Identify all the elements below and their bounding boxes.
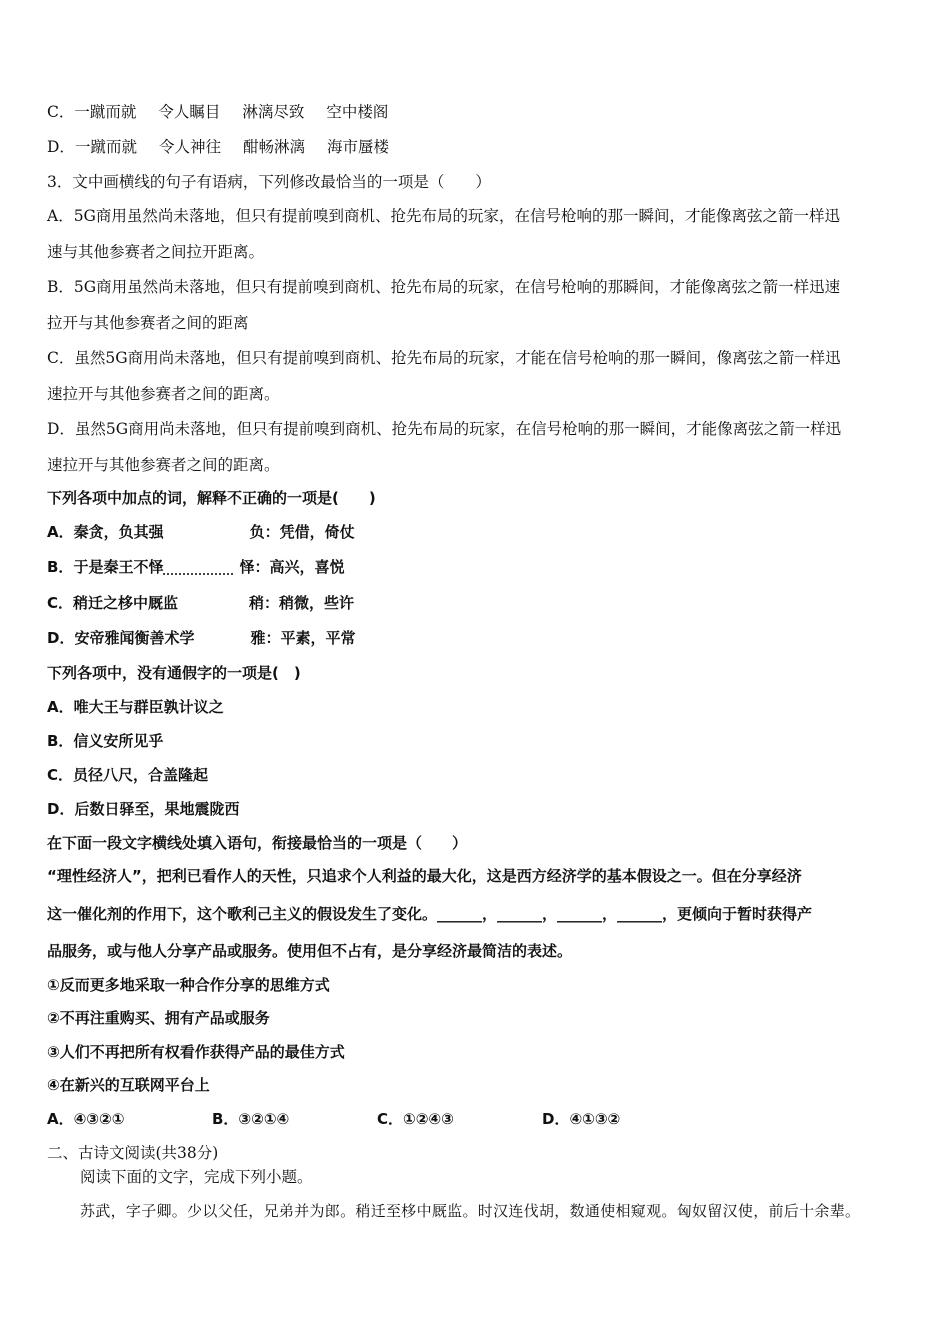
q3-option-b-line1: B．5G商用虽然尚未落地，但只有提前嗅到商机、抢先布局的玩家，在信号枪响的那瞬间，才能像离弦之箭一样迅速 — [47, 278, 841, 296]
q4-option-b: B．于是秦王不怿 怿：高兴，喜悦 — [47, 558, 345, 576]
q3-option-d-line2: 速拉开与其他参赛者之间的距离。 — [47, 456, 280, 474]
q3-option-a-line1: A．5G商用虽然尚未落地，但只有提前嗅到商机、抢先布局的玩家，在信号枪响的那一瞬间，才能像离弦之箭一样迅 — [47, 207, 840, 225]
q3-stem: 3．文中画横线的句子有语病，下列修改最恰当的一项是（ ） — [47, 173, 491, 191]
q6-passage-line1: “理性经济人”，把利已看作人的天性，只追求个人利益的最大化，这是西方经济学的基本假设之一。但在分享经济 — [47, 867, 802, 885]
q4-option-a: A．秦贪，负其强 负：凭借，倚仗 — [47, 523, 355, 541]
q3-option-d-line1: D．虽然5G商用尚未落地，但只有提前嗅到商机、抢先布局的玩家，在信号枪响的那一瞬间，才能像离弦之箭一样迅 — [47, 420, 842, 438]
q6-item-2: ②不再注重购买、拥有产品或服务 — [47, 1009, 270, 1027]
q4-stem: 下列各项中加点的词，解释不正确的一项是( ) — [47, 489, 376, 507]
q6-choices: A．④③②① B．③②①④ C．①②④③ D．④①③② — [47, 1110, 621, 1128]
q6-stem: 在下面一段文字横线处填入语句，衔接最恰当的一项是（ ） — [47, 834, 468, 852]
q6-passage-line2: 这一催化剂的作用下，这个歌利己主义的假设发生了变化。______，______，______，______，更倾向于暂时获得产 — [47, 905, 813, 923]
q5-option-d: D．后数日驿至，果地震陇西 — [47, 800, 240, 818]
q6-item-1: ①反而更多地采取一种合作分享的思维方式 — [47, 976, 330, 994]
q6-passage-line3: 品服务，或与他人分享产品或服务。使用但不占有，是分享经济最简洁的表述。 — [47, 942, 573, 960]
q3-option-a-line2: 速与其他参赛者之间拉开距离。 — [47, 243, 265, 261]
q6-item-4: ④在新兴的互联网平台上 — [47, 1076, 210, 1094]
q5-stem: 下列各项中，没有通假字的一项是( ) — [47, 664, 301, 682]
q4-option-c: C．稍迁之栘中厩监 稍：稍微，些许 — [47, 594, 355, 612]
q5-option-c: C．员径八尺，合盖隆起 — [47, 766, 209, 784]
q3-option-c-line1: C．虽然5G商用尚未落地，但只有提前嗅到商机、抢先布局的玩家，才能在信号枪响的那一瞬间，像离弦之箭一样迅 — [47, 349, 841, 367]
q5-option-a: A．唯大王与群臣孰计议之 — [47, 698, 224, 716]
q3-option-b-line2: 拉开与其他参赛者之间的距离 — [47, 314, 249, 332]
classical-passage: 苏武，字子卿。少以父任，兄弟并为郎。稍迁至栘中厩监。时汉连伐胡，数通使相窥观。匈奴留汉使，前后十余辈。 — [80, 1202, 861, 1220]
dotted-underline — [163, 573, 233, 575]
q4-option-d: D．安帝雅闻衡善术学 雅：平素，平常 — [47, 629, 356, 647]
section-heading: 二、古诗文阅读(共38分) — [47, 1144, 219, 1162]
section-instruction: 阅读下面的文字，完成下列小题。 — [80, 1168, 313, 1186]
q5-option-b: B．信义安所见乎 — [47, 732, 164, 750]
q2-option-d: D．一蹴而就 令人神往 酣畅淋漓 海市蜃楼 — [47, 138, 389, 156]
q2-option-c: C．一蹴而就 令人瞩目 淋漓尽致 空中楼阁 — [47, 103, 389, 121]
q6-item-3: ③人们不再把所有权看作获得产品的最佳方式 — [47, 1043, 345, 1061]
q3-option-c-line2: 速拉开与其他参赛者之间的距离。 — [47, 385, 280, 403]
